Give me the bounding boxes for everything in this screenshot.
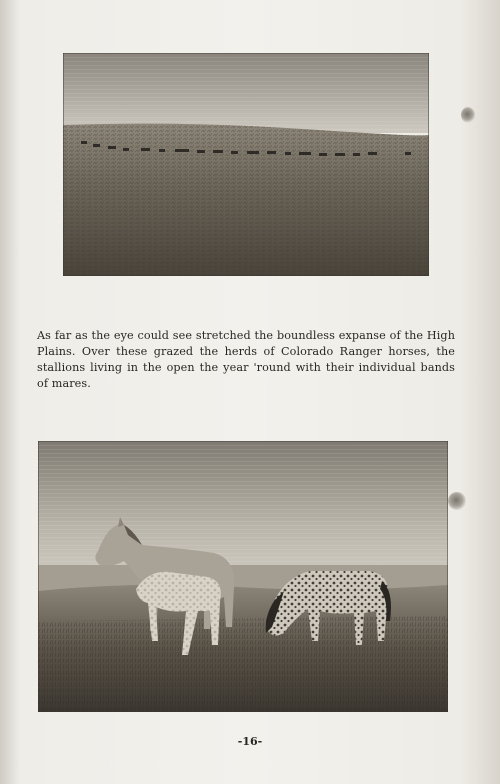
page-number: -16- bbox=[237, 735, 263, 748]
prairie-herd-photo bbox=[63, 53, 429, 276]
punch-hole-icon bbox=[448, 492, 466, 510]
mare-and-foals-photo bbox=[38, 441, 448, 712]
photo-caption: As far as the eye could see stretched the boundless expanse of the High Plains. Over these grazed the herds of Colorado Ranger horses, the stallions living in the open the year 'round with their individual bands of mares. bbox=[37, 329, 455, 390]
punch-hole-icon bbox=[461, 107, 475, 123]
